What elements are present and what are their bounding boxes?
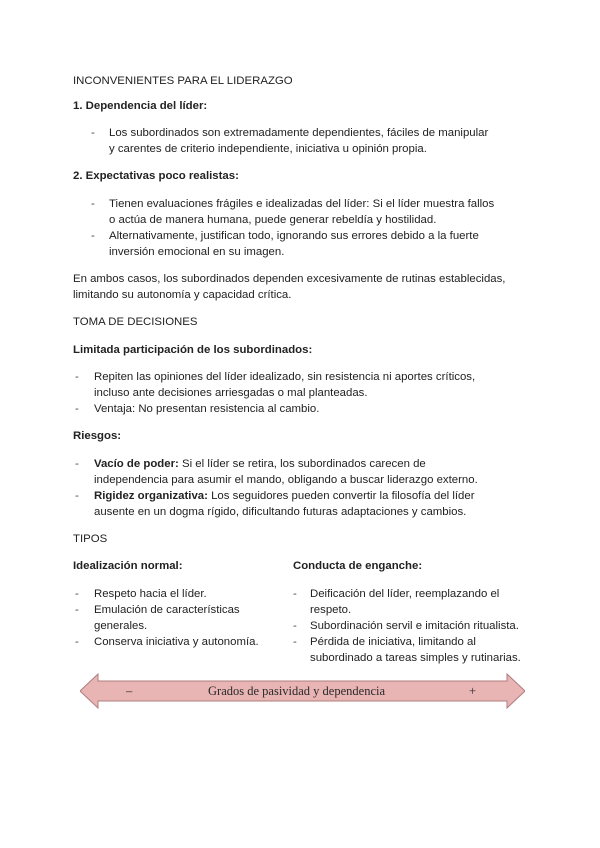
bullet-text-line: Tienen evaluaciones frágiles e idealizadas del líder: Si el líder muestra fallos xyxy=(109,198,495,210)
section-heading-tipos: TIPOS xyxy=(73,533,108,545)
list-item: Deificación del líder, reemplazando el xyxy=(310,588,500,600)
risk-term: Rigidez organizativa: xyxy=(94,490,208,502)
bullet-dash: - xyxy=(75,403,79,415)
passivity-dependence-arrow xyxy=(80,673,525,709)
bullet-dash: - xyxy=(75,490,79,502)
risk-text: Los seguidores pueden convertir la filosofía del líder xyxy=(207,490,475,502)
bullet-dash: - xyxy=(75,458,79,470)
bullet-text-line: o actúa de manera humana, puede generar rebeldía y hostilidad. xyxy=(109,214,437,226)
bullet-text-line: Ventaja: No presentan resistencia al cambio. xyxy=(94,403,320,415)
list-item-continuation: subordinado a tareas simples y rutinarias. xyxy=(310,652,521,664)
column-title-conducta-de-enganche: Conducta de enganche: xyxy=(293,560,423,572)
bullet-text-line: Alternativamente, justifican todo, ignorando sus errores debido a la fuerte xyxy=(109,230,479,242)
subheading-limitada-participacion: Limitada participación de los subordinados: xyxy=(73,344,313,356)
list-item-continuation: respeto. xyxy=(310,604,352,616)
list-item: Pérdida de iniciativa, limitando al xyxy=(310,636,476,648)
arrow-plus-sign: + xyxy=(469,684,477,698)
bullet-dash: - xyxy=(293,588,297,600)
bullet-dash: - xyxy=(293,636,297,648)
list-item: Conserva iniciativa y autonomía. xyxy=(94,636,259,648)
risk-term: Vacío de poder: xyxy=(94,458,179,470)
bullet-dash: - xyxy=(75,588,79,600)
column-title-idealizacion-normal: Idealización normal: xyxy=(73,560,183,572)
arrow-label: Grados de pasividad y dependencia xyxy=(208,684,386,698)
bullet-text-line: Repiten las opiniones del líder idealizado, sin resistencia ni aportes críticos, xyxy=(94,371,476,383)
list-item: Respeto hacia el líder. xyxy=(94,588,207,600)
list-item: Emulación de características xyxy=(94,604,240,616)
bullet-text-line: independencia para asumir el mando, obligando a buscar liderazgo externo. xyxy=(94,474,478,486)
risk-item-vacio-de-poder xyxy=(94,457,426,472)
bullet-text-line: y carentes de criterio independiente, iniciativa u opinión propia. xyxy=(109,143,427,155)
subheading-riesgos: Riesgos: xyxy=(73,430,122,442)
section-heading-inconvenientes: INCONVENIENTES PARA EL LIDERAZGO xyxy=(73,75,293,87)
bullet-dash: - xyxy=(91,230,95,242)
bullet-text-line: incluso ante decisiones arriesgadas o mal planteadas. xyxy=(94,387,368,399)
bullet-dash: - xyxy=(293,620,297,632)
bullet-dash: - xyxy=(75,604,79,616)
bullet-dash: - xyxy=(75,636,79,648)
bullet-text-line: Los subordinados son extremadamente dependientes, fáciles de manipular xyxy=(109,127,489,139)
risk-item-rigidez-organizativa xyxy=(94,489,475,504)
bullet-text-line: inversión emocional en su imagen. xyxy=(109,246,285,258)
bullet-dash: - xyxy=(75,371,79,383)
list-item: Subordinación servil e imitación ritualista. xyxy=(310,620,519,632)
arrow-minus-sign: – xyxy=(126,684,133,698)
section-heading-toma-de-decisiones: TOMA DE DECISIONES xyxy=(73,316,198,328)
subheading-expectativas: 2. Expectativas poco realistas: xyxy=(73,170,239,182)
conclusion-line: En ambos casos, los subordinados dependen excesivamente de rutinas establecidas, xyxy=(73,273,506,285)
list-item-continuation: generales. xyxy=(94,620,148,632)
bullet-dash: - xyxy=(91,127,95,139)
conclusion-line: limitando su autonomía y capacidad crítica. xyxy=(73,289,292,301)
risk-text: Si el líder se retira, los subordinados carecen de xyxy=(178,458,426,470)
bullet-dash: - xyxy=(91,198,95,210)
subheading-dependencia: 1. Dependencia del líder: xyxy=(73,100,208,112)
bullet-text-line: ausente en un dogma rígido, dificultando futuras adaptaciones y cambios. xyxy=(94,506,467,518)
